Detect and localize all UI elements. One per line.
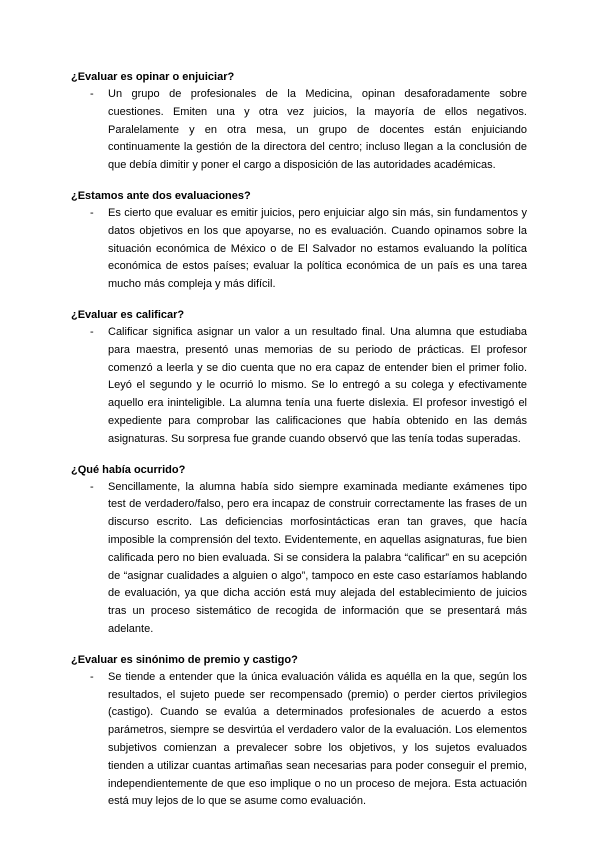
section-heading: ¿Estamos ante dos evaluaciones?	[71, 189, 251, 202]
section-dos-evaluaciones	[71, 189, 527, 294]
paragraph: Se tiende a entender que la única evaluación válida es aquélla en la que, según los resultados, el sujeto puede ser recompensado (premio) o perder ciertos privilegios (castigo). Cuando se evalúa a determinados profesionales de acuerdo a estos parámetros, siempre se desvirtúa el verdadero valor de la evaluación. Los elementos subjetivos comienzan a prevalecer sobre los objetivos, y los sujetos evaluados tienden a utilizar cuantas artimañas sean necesarias para poder conseguir el premio, independientemente de que eso implique o no un proceso de mejora. Esta actuación está muy lejos de lo que se asume como evaluación.	[108, 670, 527, 808]
bullet-dash: -	[90, 88, 94, 100]
list-item	[71, 86, 527, 175]
paragraph: Calificar significa asignar un valor a un resultado final. Una alumna que estudiaba para maestra, presentó unas memorias de su periodo de prácticas. El profesor comenzó a leerla y se dio cuenta que no era capaz de entender bien el primer folio. Leyó el segundo y le ocurrió lo mismo. Se lo entregó a su colega y efectivamente aquello era ininteligible. La alumna tenía una fuerte dislexia. El profesor investigó el expediente para comprobar las calificaciones que había obtenido en las demás asignaturas. Su sorpresa fue grande cuando observó que las tenía todas superadas.	[108, 325, 527, 445]
bullet-dash: -	[90, 206, 94, 219]
list-item	[71, 479, 527, 639]
bullet-dash: -	[90, 325, 94, 338]
paragraph: Sencillamente, la alumna había sido siempre examinada mediante exámenes tipo test de verdadero/falso, pero era incapaz de construir correctamente las frases de un discurso escrito. Las deficiencias morfosintácticas eran tan graves, que hacía imposible la comprensión del texto. Evidentemente, en aquellas asignaturas, fue bien calificada pero no bien evaluada. Si se considera la palabra “calificar” en su acepción de “asignar cualidades a alguien o algo”, tampoco en este caso estaríamos hablando de evaluación, ya que dicha acción está muy alejada del establecimiento de juicios tras un proceso sistemático de recogida de información que se presentará más adelante.	[108, 480, 527, 635]
section-que-habia-ocurrido	[71, 463, 527, 639]
list-item	[71, 669, 527, 811]
list-item	[71, 205, 527, 294]
bullet-dash: -	[90, 480, 94, 493]
section-premio-castigo	[71, 653, 527, 811]
section-calificar	[71, 308, 527, 449]
paragraph: Un grupo de profesionales de la Medicina, opinan desaforadamente sobre cuestiones. Emiten una y otra vez juicios, la mayoría de ellos negativos. Paralelamente y en otra mesa, un grupo de docentes están enjuiciando continuamente la gestión de la directora del centro; incluso llegan a la conclusión de que debía dimitir y poner el cargo a disposición de las autoridades académicas.	[108, 88, 527, 172]
section-heading: ¿Evaluar es calificar?	[71, 308, 185, 321]
bullet-dash: -	[90, 670, 94, 683]
section-heading: ¿Evaluar es sinónimo de premio y castigo?	[71, 653, 298, 666]
document-page	[71, 70, 527, 825]
section-heading: ¿Qué había ocurrido?	[71, 463, 186, 476]
section-heading: ¿Evaluar es opinar o enjuiciar?	[71, 71, 235, 83]
paragraph: Es cierto que evaluar es emitir juicios, pero enjuiciar algo sin más, sin fundamentos y datos objetivos en los que apoyarse, no es evaluación. Cuando opinamos sobre la situación económica de México o de El Salvador no estamos evaluando la política económica de estos países; evaluar la política económica de un país es una tarea mucho más compleja y más difícil.	[108, 206, 527, 291]
list-item	[71, 324, 527, 449]
section-opinar	[71, 70, 527, 175]
